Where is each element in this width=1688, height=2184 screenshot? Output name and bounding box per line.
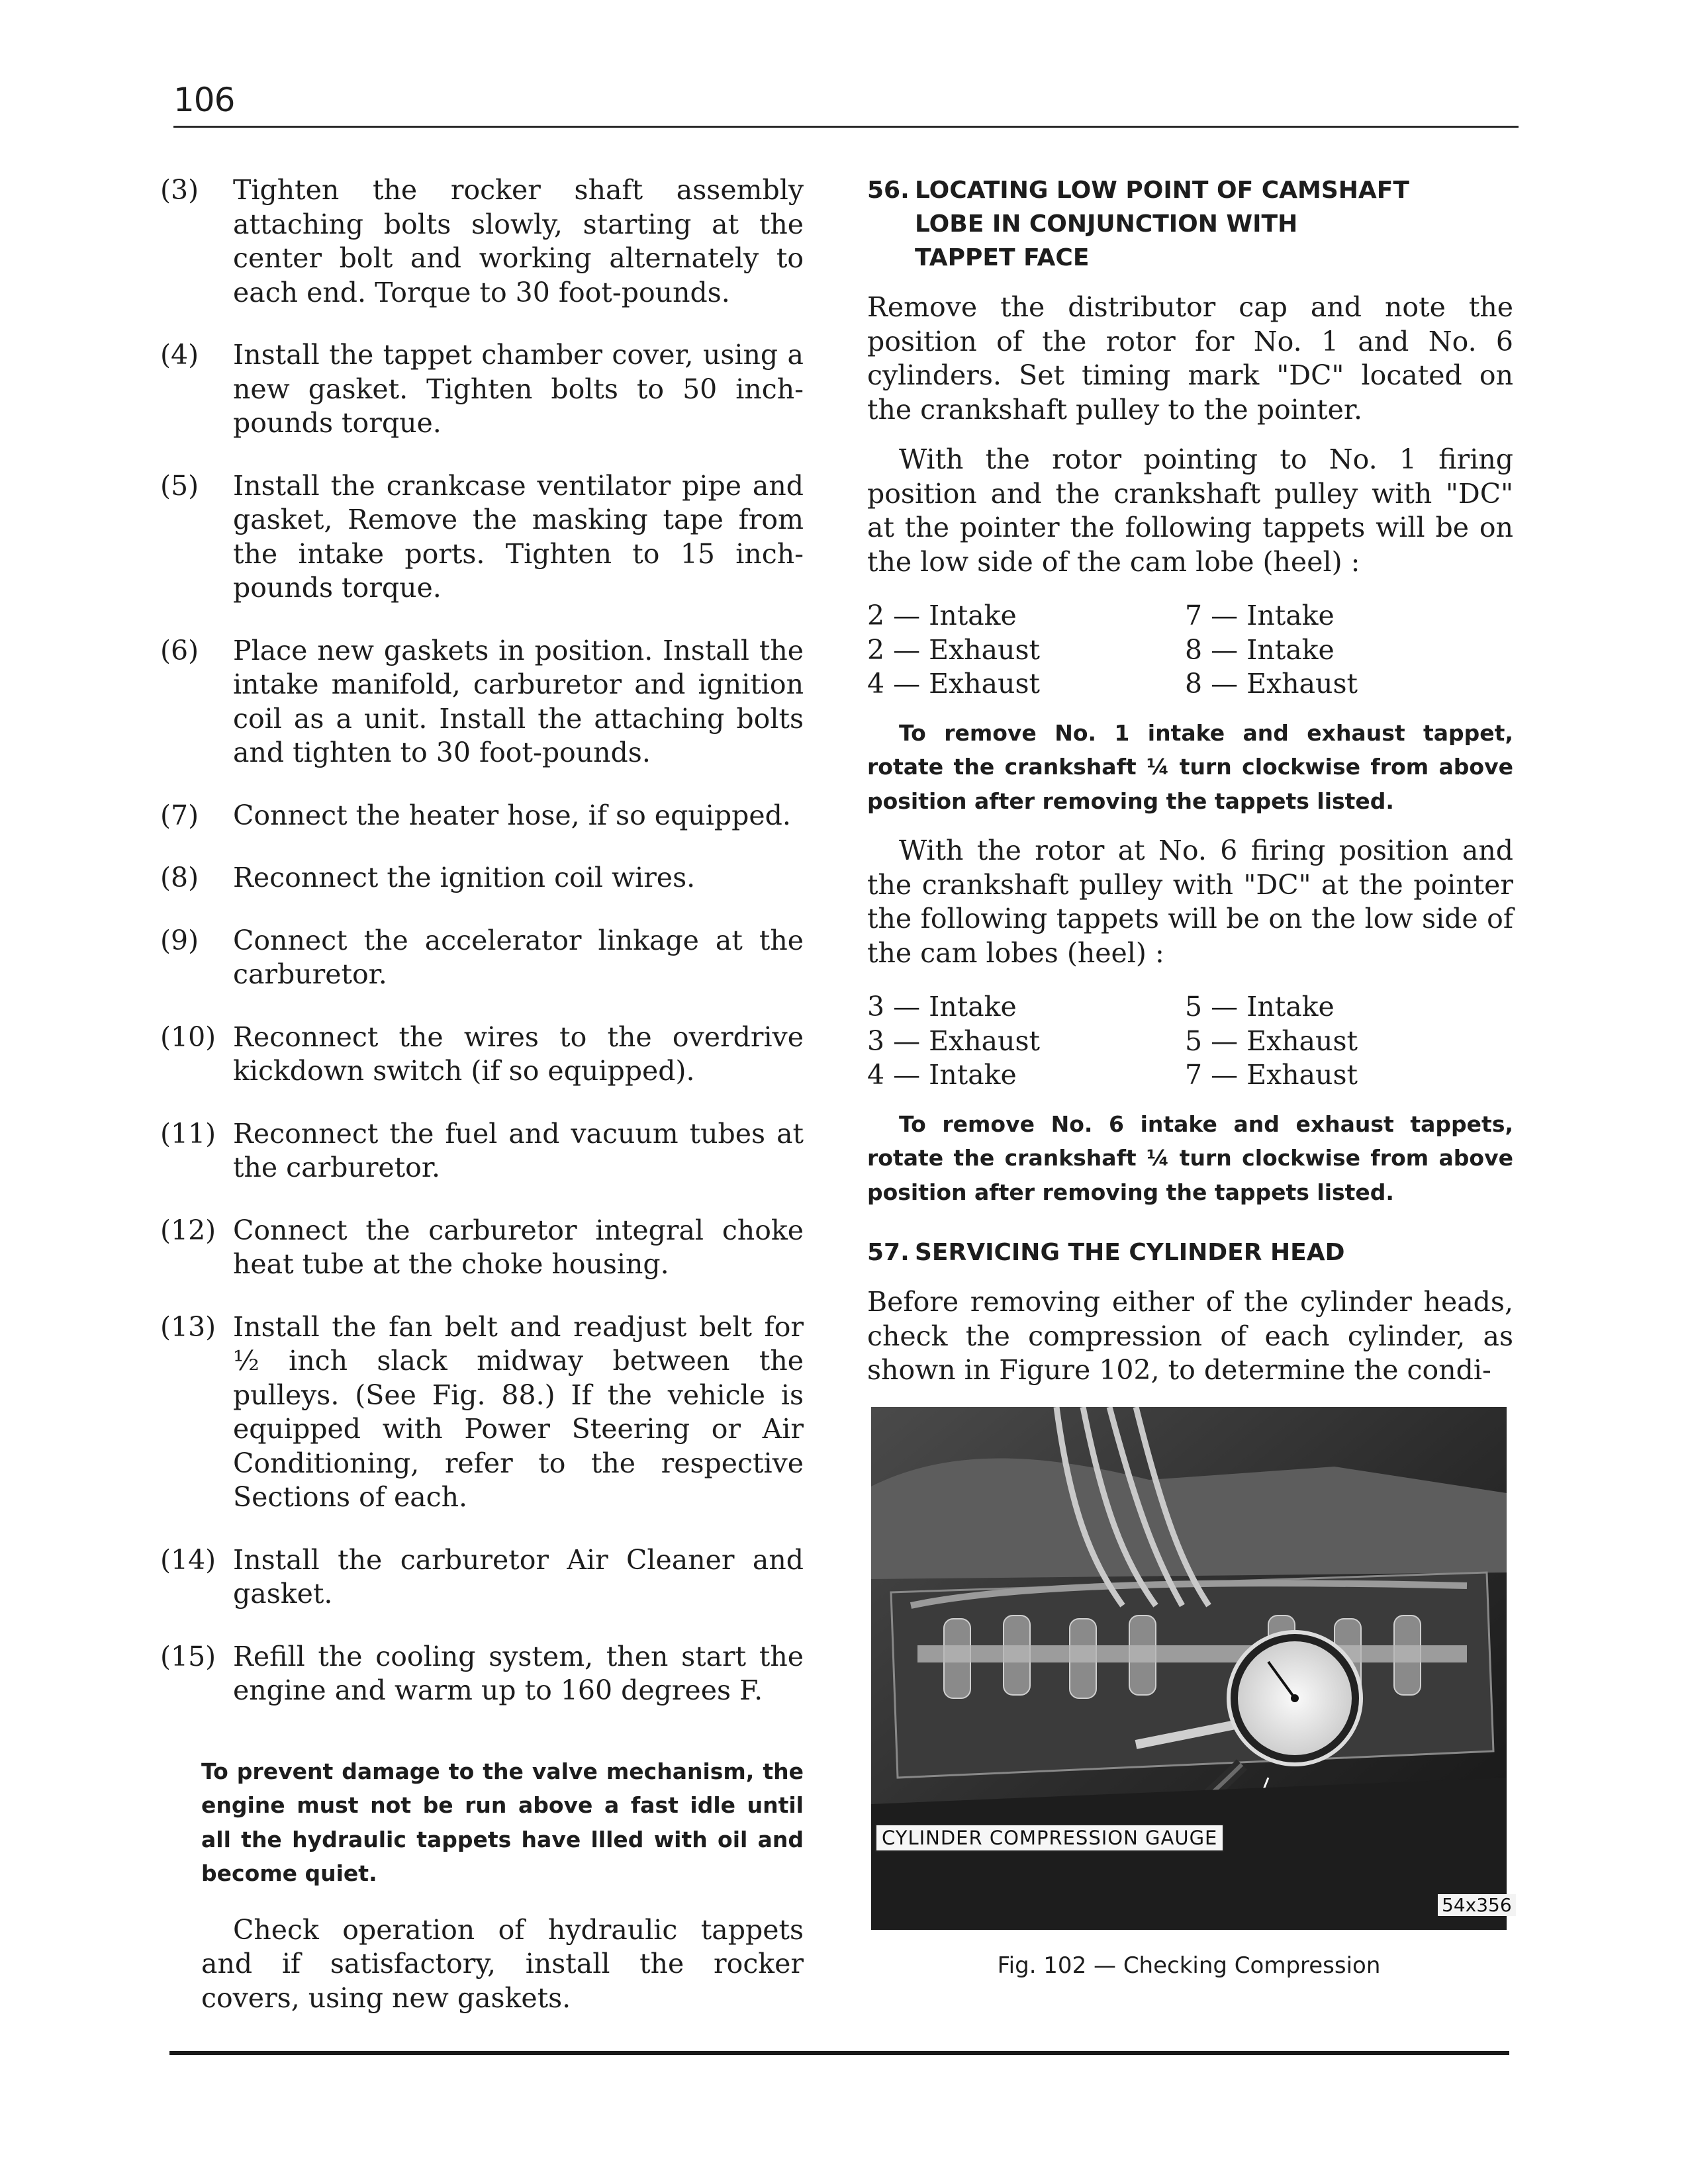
step-number: (15) <box>160 1640 216 1672</box>
step-item <box>160 1021 804 1089</box>
step-text: Connect the accelerator linkage at the carburetor. <box>233 924 804 990</box>
figure-102-caption: Fig. 102 — Checking Compression <box>997 1952 1381 1979</box>
step-text: Install the crankcase ventilator pipe and gasket, Remove the masking tape from the intake ports. Tighten to 15 inch-pounds torque. <box>233 469 804 604</box>
tappet-list-no6 <box>867 990 1513 1093</box>
tappet-list-entry: 4 — Exhaust <box>867 668 1040 700</box>
step-number: (13) <box>160 1310 216 1343</box>
step-number: (12) <box>160 1214 216 1246</box>
step-text: Install the tappet chamber cover, using a new gasket. Tighten bolts to 50 inch-pounds torque. <box>233 339 804 439</box>
tappet-list-entry: 2 — Intake <box>867 600 1017 631</box>
figure-label-compression-gauge: CYLINDER COMPRESSION GAUGE <box>875 1824 1224 1852</box>
step-number: (9) <box>160 924 199 956</box>
section-56-note-1: To remove No. 1 intake and exhaust tappet, rotate the crankshaft ¼ turn clockwise from above position after removing the tappets listed. <box>867 719 1513 814</box>
tappet-list-entry: 7 — Exhaust <box>1185 1059 1358 1091</box>
section-57-number: 57. <box>867 1239 910 1266</box>
step-item <box>160 1640 804 1708</box>
tappet-list-entry: 7 — Intake <box>1185 600 1335 631</box>
section-56-number: 56. <box>867 177 910 204</box>
tappet-list-entry: 8 — Intake <box>1185 633 1335 666</box>
step-item <box>160 799 804 833</box>
section-56-title-line: LOBE IN CONJUNCTION WITH <box>915 210 1298 238</box>
step-item <box>160 1543 804 1612</box>
section-56-para-2: With the rotor pointing to No. 1 firing position and the crankshaft pulley with "DC" at the pointer the following tappets will be on the low side of the cam lobe (heel) : <box>867 443 1513 578</box>
tappet-warning: To prevent damage to the valve mechanism, the engine must not be run above a fast idle until all the hydraulic tappets have llled with oil and become quiet. <box>201 1758 804 1886</box>
section-57-heading <box>867 1236 1513 1269</box>
section-56-title <box>915 173 1513 275</box>
tappet-list-entry: 3 — Intake <box>867 991 1017 1023</box>
tappet-list-entry: 4 — Intake <box>867 1059 1017 1091</box>
step-text: Place new gaskets in position. Install the intake manifold, carburetor and ignition coil as a unit. Install the attaching bolts and tighten to 30 foot-pounds. <box>233 634 804 768</box>
section-56-heading <box>867 173 1513 275</box>
step-number: (14) <box>160 1543 216 1576</box>
step-number: (10) <box>160 1021 216 1053</box>
section-56-para-3: With the rotor at No. 6 firing position and the crankshaft pulley with "DC" at the pointer the following tappets will be on the low side of the cam lobes (heel) : <box>867 835 1513 969</box>
step-item <box>160 1117 804 1185</box>
step-text: Connect the carburetor integral choke heat tube at the choke housing. <box>233 1214 804 1280</box>
tappet-list-entry: 2 — Exhaust <box>867 633 1040 666</box>
figure-code: 54x356 <box>1438 1894 1516 1916</box>
step-number: (7) <box>160 799 199 831</box>
tappet-list-no1 <box>867 599 1513 702</box>
closing-paragraph: Check operation of hydraulic tappets and if satisfactory, install the rocker covers, using new gaskets. <box>201 1913 804 2014</box>
tappet-list-entry: 3 — Exhaust <box>867 1024 1040 1057</box>
right-column <box>867 173 1513 1388</box>
tappet-list-entry: 5 — Exhaust <box>1185 1024 1358 1057</box>
step-item <box>160 338 804 441</box>
step-number: (6) <box>160 634 199 666</box>
step-text: Install the fan belt and readjust belt for ½ inch slack midway between the pulleys. (See Fig. 88.) If the vehicle is equipped with Power Steering or Air Conditioning, refer to the respective Sections of each. <box>233 1310 804 1513</box>
header-rule <box>173 126 1519 128</box>
step-text: Tighten the rocker shaft assembly attaching bolts slowly, starting at the center bolt and working alternately to each end. Torque to 30 foot-pounds. <box>233 174 804 308</box>
step-item <box>160 1214 804 1282</box>
step-text: Refill the cooling system, then start the engine and warm up to 160 degrees F. <box>233 1640 804 1706</box>
section-56-title-line: TAPPET FACE <box>915 244 1090 271</box>
step-number: (4) <box>160 339 199 371</box>
section-56-note-2: To remove No. 6 intake and exhaust tappets, rotate the crankshaft ¼ turn clockwise from above position after removing the tappets listed. <box>867 1111 1513 1205</box>
page-number: 106 <box>173 81 235 119</box>
step-item <box>160 469 804 606</box>
step-item <box>160 861 804 895</box>
section-57-para: Before removing either of the cylinder heads, check the compression of each cylinder, as shown in Figure 102, to determine the condi- <box>867 1286 1513 1386</box>
step-item <box>160 634 804 770</box>
step-number: (3) <box>160 174 199 206</box>
left-column <box>160 173 804 2015</box>
step-item <box>160 1310 804 1515</box>
step-item <box>160 924 804 992</box>
section-57-title: SERVICING THE CYLINDER HEAD <box>915 1239 1345 1266</box>
step-text: Reconnect the fuel and vacuum tubes at the carburetor. <box>233 1117 804 1183</box>
step-number: (5) <box>160 469 199 502</box>
step-item <box>160 173 804 310</box>
step-text: Install the carburetor Air Cleaner and gasket. <box>233 1543 804 1610</box>
step-text: Reconnect the ignition coil wires. <box>233 862 696 893</box>
step-text: Reconnect the wires to the overdrive kickdown switch (if so equipped). <box>233 1021 804 1087</box>
tappet-list-entry: 8 — Exhaust <box>1185 668 1358 700</box>
step-number: (8) <box>160 862 199 893</box>
section-56-title-line: LOCATING LOW POINT OF CAMSHAFT <box>915 177 1409 204</box>
step-number: (11) <box>160 1117 216 1150</box>
step-text: Connect the heater hose, if so equipped. <box>233 799 791 831</box>
footer-rule <box>169 2051 1509 2055</box>
tappet-list-entry: 5 — Intake <box>1185 991 1335 1023</box>
step-list <box>160 173 804 1708</box>
section-56-para-1: Remove the distributor cap and note the position of the rotor for No. 1 and No. 6 cylinders. Set timing mark "DC" located on the crankshaft pulley to the pointer. <box>867 291 1513 426</box>
